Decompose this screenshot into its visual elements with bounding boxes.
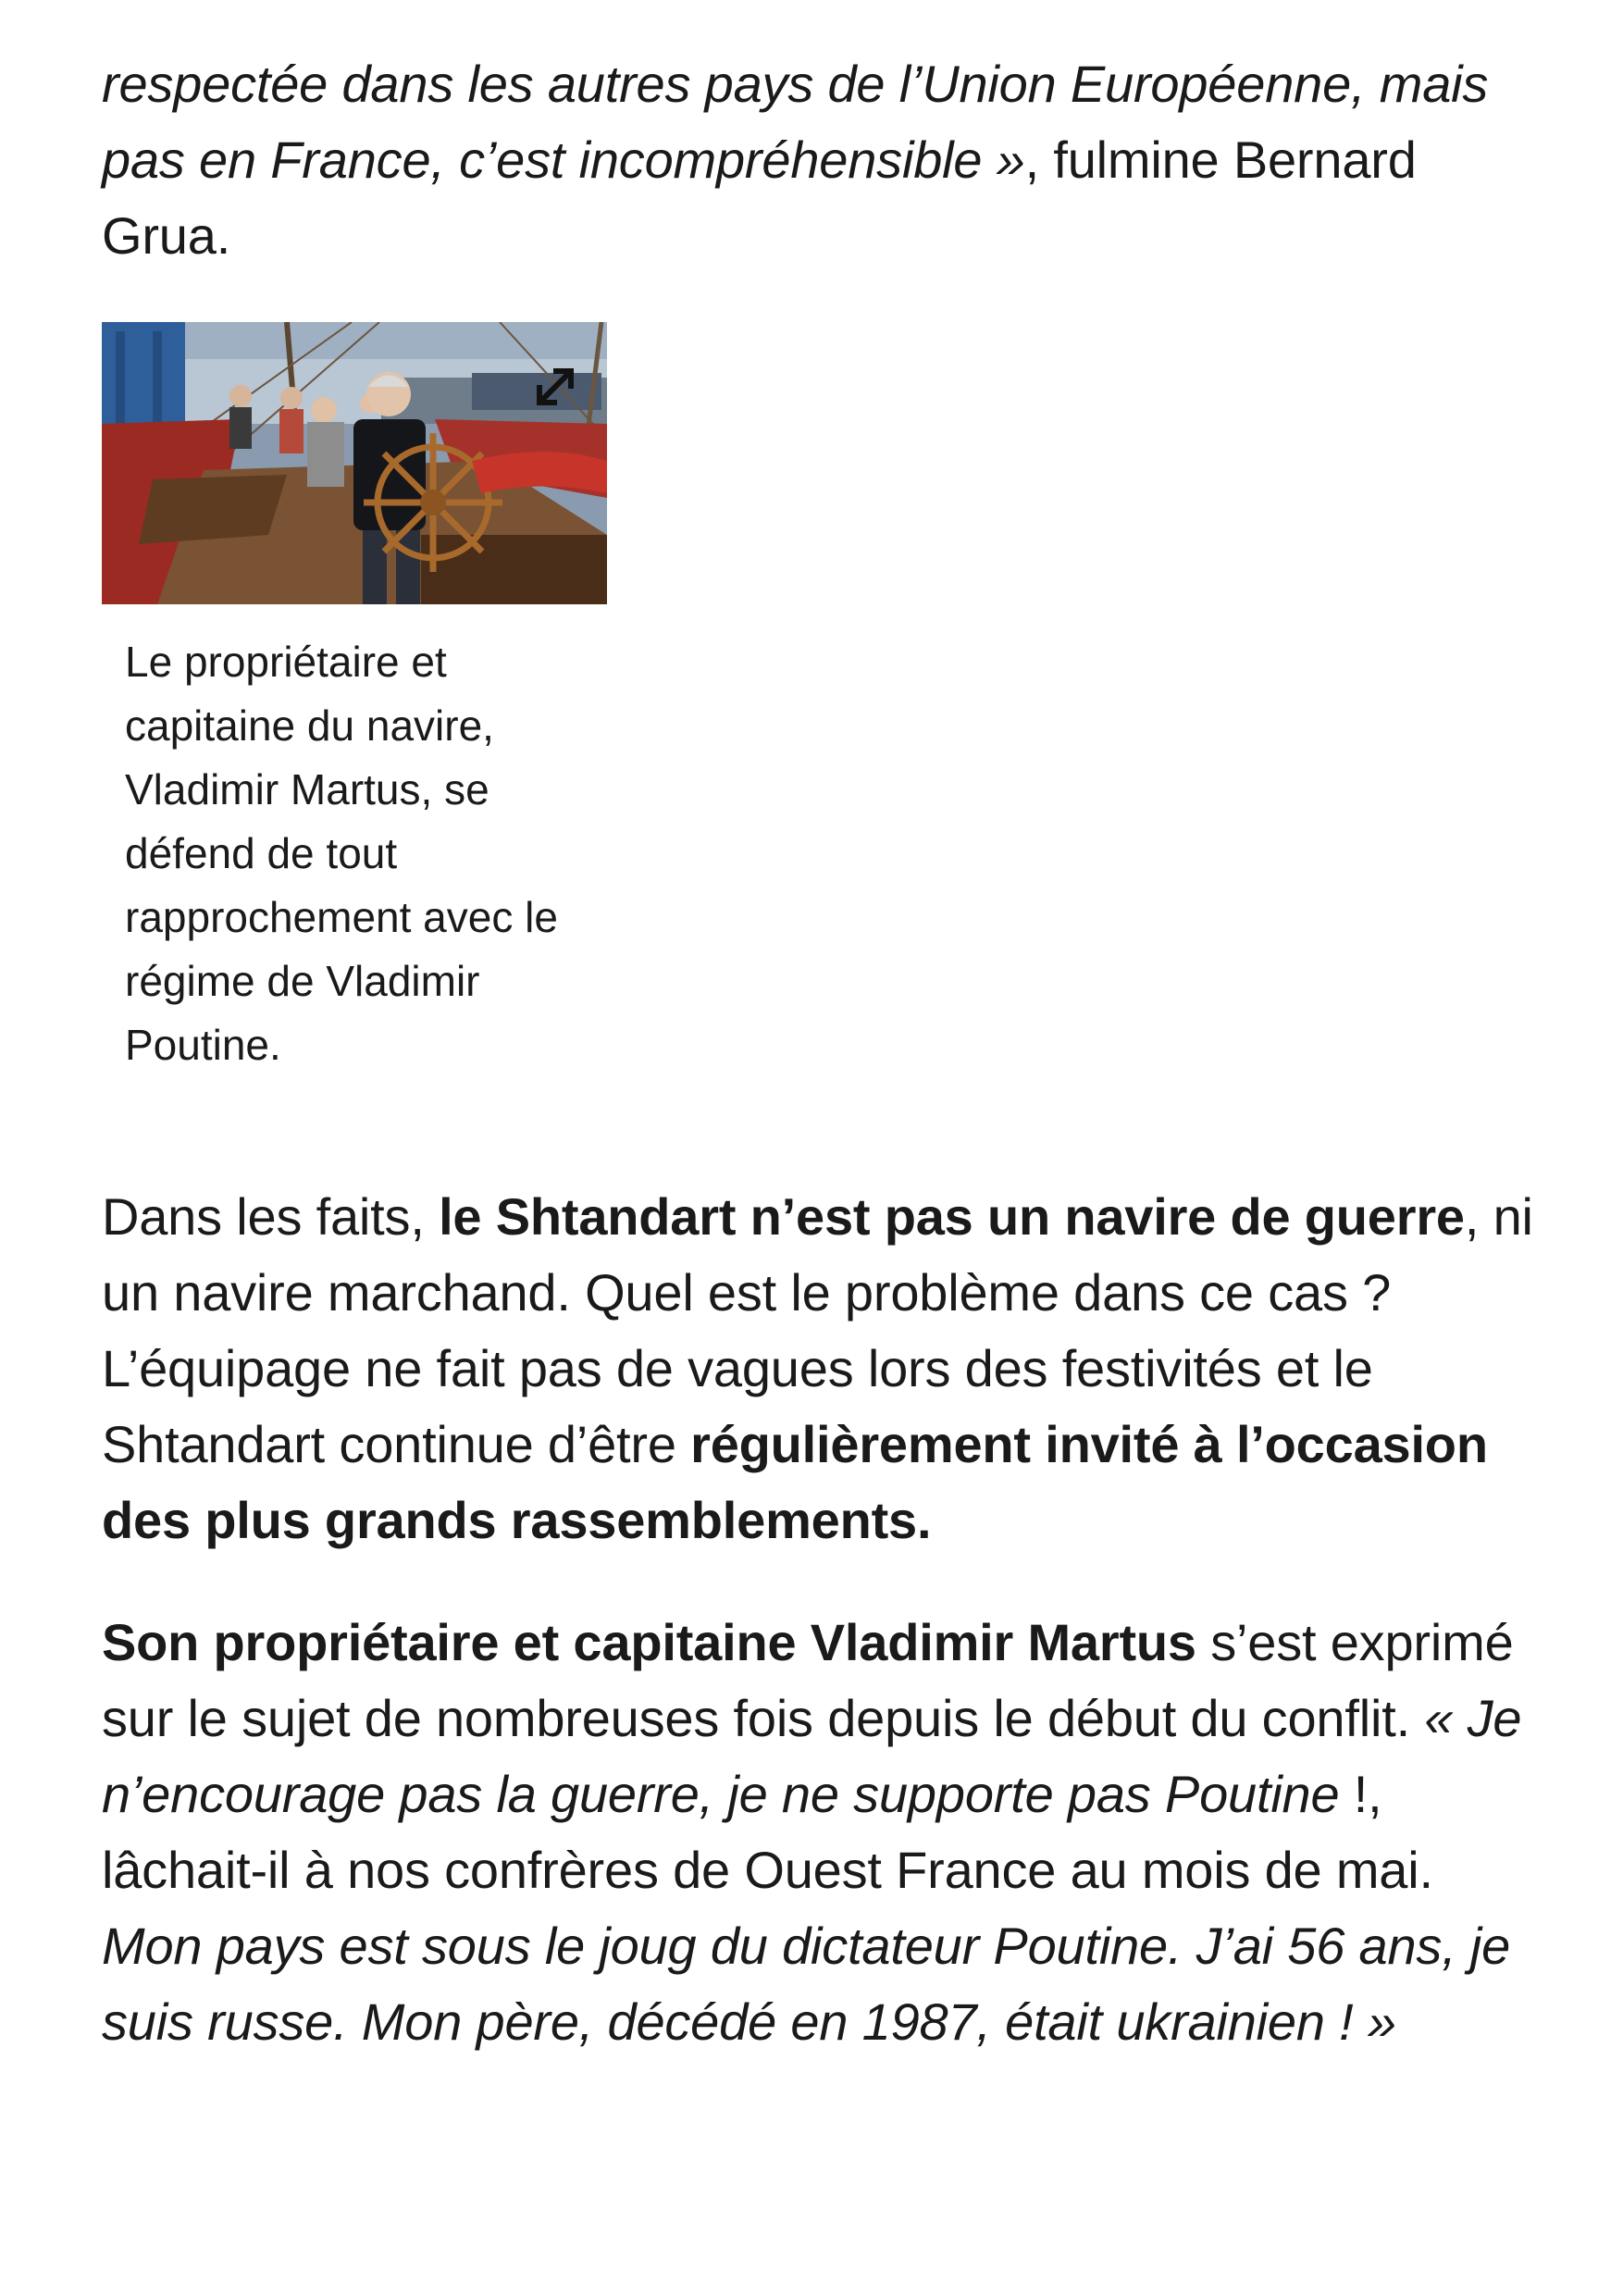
expand-arrows-icon xyxy=(523,354,588,419)
p3-text-2: !, lâchait-il à nos confrères de Ouest France au mois de mai. xyxy=(102,1765,1433,1899)
p2-text-2: , ni un navire marchand. Quel est le problème dans ce cas ? L’équipage ne fait pas de vagues lors des festivités et le Shtandart continue d’être xyxy=(102,1187,1533,1473)
p2-text-1: Dans les faits, xyxy=(102,1187,440,1246)
p3-quote-2: Mon pays est sous le joug du dictateur Poutine. J’ai 56 ans, je suis russe. Mon père, décédé en 1987, était ukrainien ! » xyxy=(102,1917,1511,2051)
intro-quote: respectée dans les autres pays de l’Union Européenne, mais pas en France, c’est incompréhensible » xyxy=(102,55,1489,189)
p3-text-1: s’est exprimé sur le sujet de nombreuses fois depuis le début du conflit. xyxy=(102,1613,1514,1747)
article-figure xyxy=(102,322,607,1077)
p3-bold-1: Son propriétaire et capitaine Vladimir Martus xyxy=(102,1613,1196,1671)
p2-bold-2: régulièrement invité à l’occasion des plus grands rassemblements. xyxy=(102,1415,1488,1549)
photo-caption: Le propriétaire et capitaine du navire, Vladimir Martus, se défend de tout rapprochement avec le régime de Vladimir Poutine. xyxy=(125,638,558,1069)
article-photo[interactable] xyxy=(102,322,607,604)
paragraph-2 xyxy=(102,1179,1545,1558)
intro-attribution: , fulmine Bernard Grua. xyxy=(102,130,1417,265)
expand-image-button[interactable] xyxy=(523,354,588,419)
intro-paragraph xyxy=(102,46,1545,274)
p2-bold-1: le Shtandart n’est pas un navire de guerre xyxy=(439,1187,1465,1246)
article-body xyxy=(102,46,1545,2060)
paragraph-3 xyxy=(102,1605,1545,2060)
p3-quote-1: « Je n’encourage pas la guerre, je ne supporte pas Poutine xyxy=(102,1689,1522,1823)
